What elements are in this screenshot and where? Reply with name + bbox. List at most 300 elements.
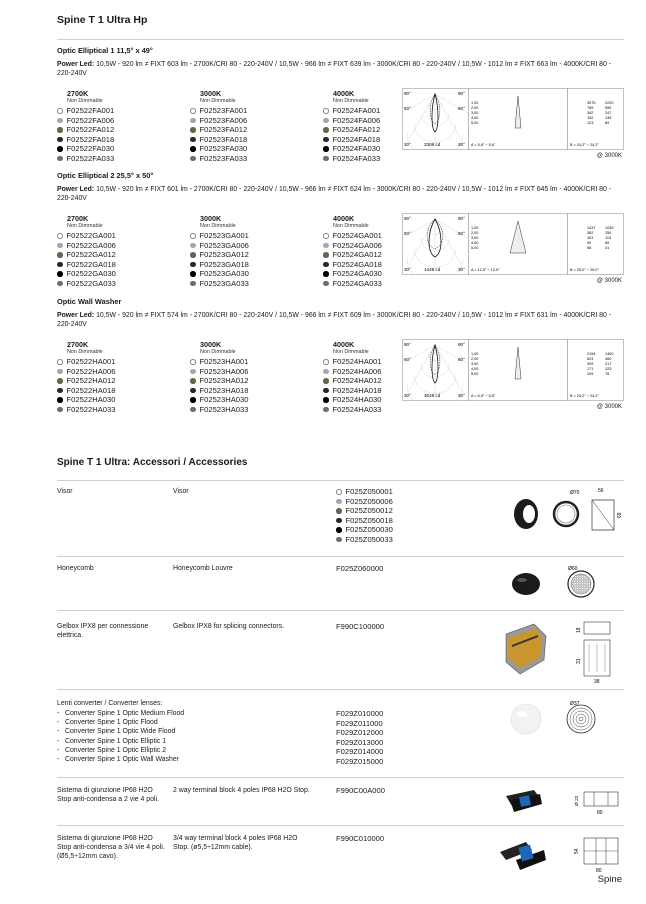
- accessory-name: Gelbox IPX8 per connessione elettrica.: [57, 623, 149, 640]
- lux-max-value: 624: [587, 357, 594, 361]
- product-code-text: F02523HA018: [199, 385, 249, 395]
- product-code: [57, 367, 187, 377]
- product-code: [336, 487, 393, 497]
- converter-lens-item: - Converter Spine 1 Optic Elliptic 2: [57, 746, 317, 755]
- product-code: [190, 260, 320, 270]
- product-code: F029Z014000: [336, 747, 384, 757]
- product-code-text: F02524HA030: [332, 395, 382, 405]
- distance-value: 2,00: [471, 106, 479, 110]
- distance-value: 5,00: [471, 372, 479, 376]
- power-led-label: Power Led:: [57, 61, 95, 68]
- product-code: [190, 154, 320, 164]
- product-code: [190, 135, 320, 145]
- product-code-text: F02522GA012: [66, 250, 116, 260]
- color-temperature: 2700K: [67, 340, 89, 349]
- product-code-text: F02524GA006: [332, 240, 382, 250]
- power-led-spec: [57, 311, 624, 329]
- dimension-label: 80: [597, 810, 603, 816]
- angle-label: 90°: [404, 216, 411, 221]
- angle-label: 30°: [458, 142, 465, 147]
- gelbox-drawing: [494, 614, 624, 686]
- product-code: [190, 231, 320, 241]
- peak-intensity: 1448 cd: [424, 267, 441, 272]
- product-code-text: F02522HA030: [66, 395, 116, 405]
- accessory-description: 3/4 way terminal block 4 poles IP68 H2O Stop. (ø5,5÷12mm cable).: [173, 835, 298, 852]
- angle-label: 30°: [458, 267, 465, 272]
- angle-label: 30°: [458, 393, 465, 398]
- color-temperature: 3000K: [200, 89, 222, 98]
- product-code-text: F02522GA006: [66, 240, 116, 250]
- angle-label: 60°: [458, 231, 465, 236]
- product-code: F990C100000: [336, 622, 385, 631]
- optic-title: Optic Elliptical 1 11,5° x 49°: [57, 46, 153, 55]
- measurement-note: @ 3000K: [596, 278, 622, 284]
- finish-swatch-icon: [190, 271, 196, 277]
- lux-med-value: 78: [605, 372, 610, 376]
- product-code-text: F025Z050006: [345, 496, 393, 506]
- lux-med-value: 1039: [605, 226, 614, 230]
- finish-swatch-icon: [190, 156, 196, 162]
- color-temperature: 4000K: [333, 214, 355, 223]
- finish-swatch-icon: [323, 118, 329, 124]
- power-led-spec: [57, 60, 624, 78]
- product-code-text: F02524FA012: [332, 125, 381, 135]
- product-code-text: F02524GA001: [332, 231, 382, 240]
- product-code-text: F02523GA006: [199, 240, 249, 250]
- accessories-title: Spine T 1 Ultra: Accessori / Accessories: [57, 457, 248, 468]
- angle-label: 60°: [404, 231, 411, 236]
- lux-med-value: 2220: [605, 101, 614, 105]
- peak-intensity: 3048 cd: [424, 393, 441, 398]
- peak-intensity: 3369 cd: [424, 142, 441, 147]
- finish-swatch-icon: [323, 407, 329, 413]
- lux-max-value: 171: [587, 367, 594, 371]
- finish-swatch-icon: [57, 146, 63, 152]
- angle-label: 30°: [404, 267, 411, 272]
- product-code: F029Z012000: [336, 728, 384, 738]
- brand-logo: Spine: [597, 874, 622, 885]
- product-code-text: F02523FA012: [199, 125, 248, 135]
- dimension-label: 18: [576, 627, 582, 633]
- product-code-text: F02522FA006: [66, 115, 115, 125]
- product-code: [57, 395, 187, 405]
- product-code: [190, 386, 320, 396]
- lux-med-value: 41: [605, 246, 610, 250]
- product-code-text: F02523HA001: [199, 357, 249, 366]
- product-code-text: F02522FA001: [66, 106, 115, 115]
- product-code: F990C010000: [336, 834, 385, 843]
- finish-swatch-icon: [190, 243, 196, 249]
- lux-max-value: 192: [587, 116, 594, 120]
- finish-swatch-icon: [336, 537, 342, 543]
- angle-label: 90°: [404, 91, 411, 96]
- finish-swatch-icon: [57, 252, 63, 258]
- product-code-text: F025Z050030: [345, 525, 393, 535]
- accessory-codes: [336, 786, 385, 796]
- product-code: [336, 516, 393, 526]
- finish-swatch-icon: [57, 397, 63, 403]
- product-code-text: F02524HA006: [332, 366, 382, 376]
- finish-swatch-icon: [57, 359, 63, 365]
- dimension-label: 31: [576, 658, 582, 664]
- power-led-text: 10,5W - 920 lm ≠ FIXT 574 lm - 2700K/CRI 80 - 220-240V / 10,5W - 966 lm ≠ FIXT 609 lm - 3000K/CRI 80 - 220-240V / 10,5W - 1012 lm ≠ FIXT 631 lm - 4000K/CRI 80 - 220-240V: [57, 312, 612, 329]
- angle-label: 30°: [404, 142, 411, 147]
- product-code-text: F025Z050018: [345, 515, 393, 525]
- temperature-column: [190, 214, 320, 288]
- accessory-name: Lenti converter / Converter lenses:: [57, 700, 163, 707]
- product-code: F990C00A000: [336, 786, 385, 795]
- photometric-diagram: [402, 88, 624, 160]
- beam-note: A = 6,5° ÷ 6,5°: [471, 394, 496, 398]
- accessory-name: Visor: [57, 488, 73, 495]
- converter-lens-item: - Converter Spine 1 Optic Flood: [57, 718, 317, 727]
- finish-swatch-icon: [323, 359, 329, 365]
- finish-swatch-icon: [190, 127, 196, 133]
- finish-swatch-icon: [57, 388, 63, 394]
- distance-value: 1,00: [471, 352, 479, 356]
- finish-swatch-icon: [323, 233, 329, 239]
- finish-swatch-icon: [190, 146, 196, 152]
- accessory-codes: [336, 487, 393, 544]
- converter-lens-item: - Converter Spine 1 Optic Wall Washer: [57, 755, 317, 764]
- optic-title: Optic Elliptical 2 25,5° x 50°: [57, 171, 154, 180]
- color-temperature: 4000K: [333, 340, 355, 349]
- product-code-text: F02523FA001: [199, 106, 248, 115]
- accessory-description: 2 way terminal block 4 poles IP68 H2O Stop.: [173, 787, 310, 794]
- illuminance-table-frame: [568, 340, 624, 401]
- product-code-text: F02522HA033: [66, 404, 116, 414]
- angle-label: 30°: [404, 393, 411, 398]
- lux-max-value: 362: [587, 231, 594, 235]
- row-divider: [57, 777, 624, 778]
- finish-swatch-icon: [323, 397, 329, 403]
- finish-swatch-icon: [323, 243, 329, 249]
- row-divider: [57, 825, 624, 826]
- product-code-text: F02522HA018: [66, 385, 116, 395]
- converter-lens-item: - Converter Spine 1 Optic Medium Flood: [57, 709, 317, 718]
- accessory-codes: [336, 834, 384, 844]
- angle-label: 90°: [404, 342, 411, 347]
- product-code-text: F02524HA018: [332, 385, 382, 395]
- product-code-text: F02524FA018: [332, 134, 381, 144]
- dimension-label: Ø70: [570, 490, 580, 496]
- finish-swatch-icon: [190, 108, 196, 114]
- dimming-type: Non Dimmable: [333, 223, 369, 229]
- product-code: [336, 506, 393, 516]
- dimming-type: Non Dimmable: [67, 98, 103, 104]
- temperature-column: [190, 89, 320, 163]
- finish-swatch-icon: [323, 262, 329, 268]
- finish-swatch-icon: [57, 127, 63, 133]
- distance-value: 4,00: [471, 367, 479, 371]
- converter-lens-item: - Converter Spine 1 Optic Elliptic 1: [57, 737, 317, 746]
- finish-swatch-icon: [323, 127, 329, 133]
- product-code-text: F02524GA012: [332, 250, 382, 260]
- product-code: [57, 279, 187, 289]
- finish-swatch-icon: [323, 108, 329, 114]
- product-code-text: F02522FA018: [66, 134, 115, 144]
- product-code: [190, 376, 320, 386]
- dimension-label: 54: [574, 848, 580, 854]
- product-code: F029Z013000: [336, 737, 384, 747]
- lux-max-value: 109: [587, 372, 594, 376]
- photometric-diagram: [402, 339, 624, 411]
- angle-label: 60°: [404, 106, 411, 111]
- product-code: [190, 250, 320, 260]
- lux-max-value: 90: [587, 241, 592, 245]
- finish-swatch-icon: [323, 156, 329, 162]
- distance-value: 4,00: [471, 116, 479, 120]
- converter-lens-list: [57, 709, 317, 764]
- angle-label: 60°: [458, 106, 465, 111]
- angle-label: 60°: [458, 357, 465, 362]
- finish-swatch-icon: [57, 108, 63, 114]
- lux-max-value: 769: [587, 106, 594, 110]
- product-code-text: F02523GA001: [199, 231, 249, 240]
- product-code: [336, 535, 393, 545]
- product-code: [57, 260, 187, 270]
- product-code-text: F02523HA006: [199, 366, 249, 376]
- product-code-text: F02524FA006: [332, 115, 381, 125]
- terminal-block-2way-drawing: [500, 782, 624, 824]
- product-code-text: F02522GA018: [66, 259, 116, 269]
- product-code: [57, 125, 187, 135]
- color-temperature: 3000K: [200, 214, 222, 223]
- finish-swatch-icon: [190, 359, 196, 365]
- finish-swatch-icon: [190, 369, 196, 375]
- product-code: [57, 231, 187, 241]
- product-code-text: F02522HA006: [66, 366, 116, 376]
- dimming-type: Non Dimmable: [200, 349, 236, 355]
- finish-swatch-icon: [57, 118, 63, 124]
- temperature-column: [57, 340, 187, 414]
- dimming-type: Non Dimmable: [67, 223, 103, 229]
- product-code-text: F02522HA012: [66, 376, 116, 386]
- page-title: Spine T 1 Ultra Hp: [57, 14, 148, 26]
- beam-note: B = 24,2° ÷ 24,2°: [570, 394, 599, 398]
- product-code-text: F025Z050001: [345, 487, 393, 496]
- product-code: [190, 269, 320, 279]
- finish-swatch-icon: [190, 378, 196, 384]
- power-led-text: 10,5W - 920 lm ≠ FIXT 603 lm - 2700K/CRI 80 - 220-240V / 10,5W - 966 lm ≠ FIXT 639 lm - 3000K/CRI 80 - 220-240V / 10,5W - 1012 lm ≠ FIXT 663 lm - 4000K/CRI 80 - 220-240V: [57, 61, 612, 78]
- finish-swatch-icon: [57, 369, 63, 375]
- finish-swatch-icon: [57, 407, 63, 413]
- row-divider: [57, 610, 624, 611]
- product-code-text: F02523FA033: [199, 153, 248, 163]
- distance-value: 3,00: [471, 236, 479, 240]
- product-code: [190, 144, 320, 154]
- product-code: [57, 241, 187, 251]
- title-divider: [57, 39, 624, 40]
- row-divider: [57, 689, 624, 690]
- product-code: [190, 279, 320, 289]
- polar-chart-frame: [403, 214, 469, 275]
- finish-swatch-icon: [336, 489, 342, 495]
- product-code: [57, 116, 187, 126]
- product-code-text: F02524GA030: [332, 269, 382, 279]
- temperature-column: [190, 340, 320, 414]
- product-code-text: F02522GA001: [66, 231, 116, 240]
- finish-swatch-icon: [57, 281, 63, 287]
- polar-chart-frame: [403, 89, 469, 150]
- distance-value: 3,00: [471, 111, 479, 115]
- product-code: [336, 525, 393, 535]
- lux-med-value: 217: [605, 362, 612, 366]
- product-code: [57, 106, 187, 116]
- finish-swatch-icon: [190, 407, 196, 413]
- finish-swatch-icon: [336, 508, 342, 514]
- finish-swatch-icon: [323, 281, 329, 287]
- product-code-text: F02523HA033: [199, 404, 249, 414]
- lux-max-value: 309: [587, 362, 594, 366]
- color-temperature: 3000K: [200, 340, 222, 349]
- product-code: F029Z010000: [336, 709, 384, 718]
- angle-label: 90°: [458, 91, 465, 96]
- product-code: [57, 376, 187, 386]
- product-code: [57, 154, 187, 164]
- illuminance-table-frame: [568, 214, 624, 275]
- product-code-text: F02523GA030: [199, 269, 249, 279]
- finish-swatch-icon: [57, 137, 63, 143]
- product-code-text: F02522FA012: [66, 125, 115, 135]
- product-code: F029Z015000: [336, 756, 384, 766]
- product-code-text: F02522FA030: [66, 144, 115, 154]
- lux-max-value: 1437: [587, 226, 596, 230]
- product-code: [190, 241, 320, 251]
- photometric-diagram: [402, 213, 624, 285]
- finish-swatch-icon: [57, 262, 63, 268]
- accessory-name: Sistema di giunzione IP68 H2O Stop anti-condensa a 2 vie 4 poli.: [57, 787, 159, 804]
- finish-swatch-icon: [190, 262, 196, 268]
- distance-value: 4,00: [471, 241, 479, 245]
- finish-swatch-icon: [57, 271, 63, 277]
- power-led-text: 10,5W - 920 lm ≠ FIXT 601 lm - 2700K/CRI 80 - 220-240V / 10,5W - 966 lm ≠ FIXT 624 lm - 3000K/CRI 80 - 220-240V / 10,5W - 1012 lm ≠ FIXT 645 lm - 4000K/CRI 80 - 220-240V: [57, 186, 612, 203]
- product-code: [57, 144, 187, 154]
- finish-swatch-icon: [323, 252, 329, 258]
- product-code: [190, 106, 320, 116]
- accessory-codes: [336, 622, 384, 632]
- product-code-text: F02523FA030: [199, 144, 248, 154]
- beam-note: B = 24,2° ÷ 24,2°: [570, 143, 599, 147]
- product-code-text: F02523HA012: [199, 376, 249, 386]
- finish-swatch-icon: [323, 137, 329, 143]
- product-code-text: F025Z050012: [345, 506, 393, 516]
- finish-swatch-icon: [323, 271, 329, 277]
- dimming-type: Non Dimmable: [333, 98, 369, 104]
- product-code-text: F02522GA030: [66, 269, 116, 279]
- finish-swatch-icon: [190, 118, 196, 124]
- lux-max-value: 2194: [587, 352, 596, 356]
- dimension-label: Ø 22: [575, 795, 580, 806]
- lux-med-value: 123: [605, 367, 612, 371]
- dimming-type: Non Dimmable: [333, 349, 369, 355]
- temperature-column: [57, 214, 187, 288]
- product-code: [190, 395, 320, 405]
- finish-swatch-icon: [57, 243, 63, 249]
- finish-swatch-icon: [323, 369, 329, 375]
- distance-value: 5,00: [471, 121, 479, 125]
- beam-note: B = 25,0° ÷ 25,0°: [570, 268, 599, 272]
- product-code: [190, 367, 320, 377]
- dimming-type: Non Dimmable: [200, 223, 236, 229]
- product-code: [57, 269, 187, 279]
- lux-med-value: 555: [605, 106, 612, 110]
- product-code-text: F02523GA018: [199, 259, 249, 269]
- lux-med-value: 460: [605, 357, 612, 361]
- beam-note: A = 5,6° ÷ 5,6°: [471, 143, 496, 147]
- product-code-text: F025Z050033: [345, 534, 393, 544]
- finish-swatch-icon: [190, 281, 196, 287]
- lux-med-value: 259: [605, 231, 612, 235]
- dimming-type: Non Dimmable: [200, 98, 236, 104]
- product-code-text: F02523GA012: [199, 250, 249, 260]
- product-code-text: F02524GA018: [332, 259, 382, 269]
- product-code-text: F02524HA012: [332, 376, 382, 386]
- distance-value: 1,00: [471, 101, 479, 105]
- finish-swatch-icon: [190, 388, 196, 394]
- finish-swatch-icon: [57, 233, 63, 239]
- product-code-text: F02524HA033: [332, 404, 382, 414]
- product-code: [57, 135, 187, 145]
- polar-chart-frame: [403, 340, 469, 401]
- product-code-text: F02524HA001: [332, 357, 382, 366]
- visor-drawing: [508, 484, 624, 544]
- accessory-description: Visor: [173, 488, 189, 495]
- accessory-codes: [336, 709, 383, 766]
- product-code-text: F02523FA018: [199, 134, 248, 144]
- product-code-text: F02522GA033: [66, 278, 116, 288]
- lux-med-value: 247: [605, 111, 612, 115]
- product-code-text: F02523FA006: [199, 115, 248, 125]
- product-code: [57, 250, 187, 260]
- lux-max-value: 58: [587, 246, 592, 250]
- beam-note: A = 12,5° ÷ 12,5°: [471, 268, 500, 272]
- distance-value: 2,00: [471, 357, 479, 361]
- angle-label: 90°: [458, 216, 465, 221]
- product-code: [336, 497, 393, 507]
- lux-med-value: 1460: [605, 352, 614, 356]
- finish-swatch-icon: [190, 252, 196, 258]
- finish-swatch-icon: [190, 137, 196, 143]
- optic-title: Optic Wall Washer: [57, 297, 122, 306]
- accessory-description: Honeycomb Louvre: [173, 565, 233, 572]
- power-led-label: Power Led:: [57, 312, 95, 319]
- product-code-text: F02524FA001: [332, 106, 381, 115]
- product-code: [57, 405, 187, 415]
- lux-max-value: 342: [587, 111, 594, 115]
- dimension-label: Ø37: [570, 701, 580, 707]
- color-temperature: 2700K: [67, 214, 89, 223]
- product-code: [190, 125, 320, 135]
- measurement-note: @ 3000K: [596, 404, 622, 410]
- distance-value: 3,00: [471, 362, 479, 366]
- finish-swatch-icon: [323, 378, 329, 384]
- row-divider: [57, 480, 624, 481]
- lux-max-value: 161: [587, 236, 594, 240]
- product-code: [190, 357, 320, 367]
- product-code: [190, 405, 320, 415]
- angle-label: 90°: [458, 342, 465, 347]
- accessory-name: Sistema di giunzione IP68 H2O Stop anti-condensa a 3/4 vie 4 poli. (Ø5,5÷12mm cavo).: [57, 835, 165, 861]
- product-code-text: F02523GA033: [199, 278, 249, 288]
- dimension-label: 69: [617, 512, 623, 518]
- lux-med-value: 89: [605, 121, 610, 125]
- finish-swatch-icon: [57, 156, 63, 162]
- power-led-label: Power Led:: [57, 186, 95, 193]
- dimming-type: Non Dimmable: [67, 349, 103, 355]
- product-code: F029Z011000: [336, 718, 383, 728]
- dimension-label: 38: [594, 679, 600, 685]
